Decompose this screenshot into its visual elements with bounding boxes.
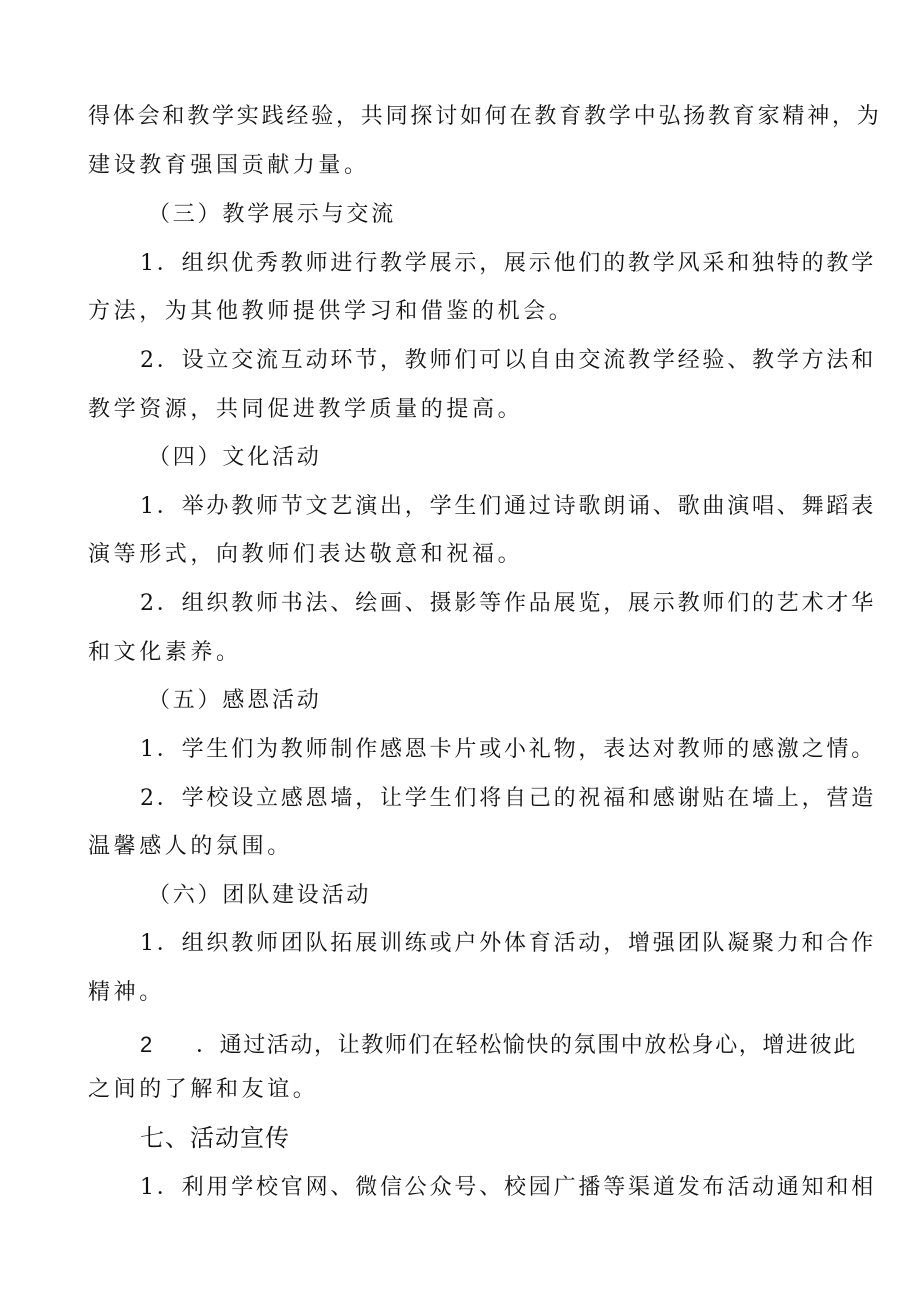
paragraph-line: 建设教育强国贡献力量。 xyxy=(88,153,370,178)
paragraph-line: 教学资源，共同促进教学质量的提高。 xyxy=(88,397,524,422)
list-item: 2．学校设立感恩墙，让学生们将自己的祝福和感谢贴在墙上，营造 xyxy=(140,786,876,811)
paragraph-line: 得体会和教学实践经验，共同探讨如何在教育教学中弘扬教育家精神，为 xyxy=(88,104,882,129)
list-item: 1．学生们为教师制作感恩卡片或小礼物，表达对教师的感激之情。 xyxy=(140,737,876,762)
subsection-heading: （三）教学展示与交流 xyxy=(148,202,397,227)
section-heading: 七、活动宣传 xyxy=(140,1124,290,1152)
paragraph-line: 精神。 xyxy=(88,980,165,1005)
list-item: 1．组织教师团队拓展训练或户外体育活动，增强团队凝聚力和合作 xyxy=(140,931,876,956)
list-item: 2．设立交流互动环节，教师们可以自由交流教学经验、教学方法和 xyxy=(140,348,876,373)
list-item: 1．利用学校官网、微信公众号、校园广播等渠道发布活动通知和相 xyxy=(140,1175,876,1200)
subsection-heading: （四）文化活动 xyxy=(148,445,322,470)
subsection-heading: （五）感恩活动 xyxy=(148,688,322,713)
list-item: 1．举办教师节文艺演出，学生们通过诗歌朗诵、歌曲演唱、舞蹈表 xyxy=(140,494,876,519)
paragraph-line: 方法，为其他教师提供学习和借鉴的机会。 xyxy=(88,299,575,324)
paragraph-line: 之间的了解和友谊。 xyxy=(88,1077,319,1102)
paragraph-line: 和文化素养。 xyxy=(88,640,242,665)
list-item xyxy=(140,1030,890,1061)
list-item-text: ．通过活动，让教师们在轻松愉快的氛围中放松身心，增进彼此 xyxy=(196,1033,857,1058)
subsection-heading: （六）团队建设活动 xyxy=(148,883,372,908)
paragraph-line: 温馨感人的氛围。 xyxy=(88,834,293,859)
list-item-number: 2 xyxy=(140,1032,153,1057)
list-item: 2．组织教师书法、绘画、摄影等作品展览，展示教师们的艺术才华 xyxy=(140,591,876,616)
list-item: 1．组织优秀教师进行教学展示，展示他们的教学风采和独特的教学 xyxy=(140,251,876,276)
paragraph-line: 演等形式，向教师们表达敬意和祝福。 xyxy=(88,542,524,567)
